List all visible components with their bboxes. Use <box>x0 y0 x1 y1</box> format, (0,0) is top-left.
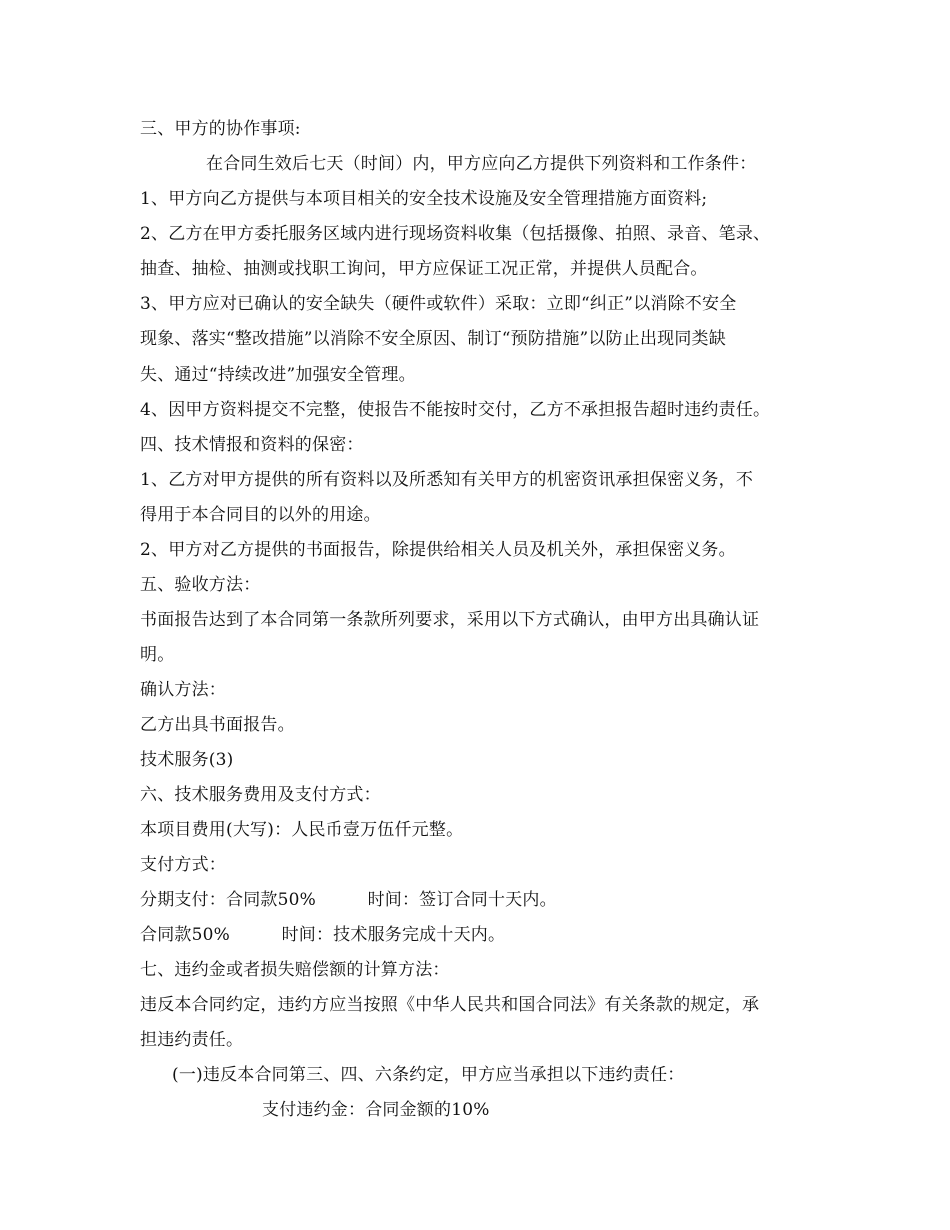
paragraph-line: (一)违反本合同第三、四、六条约定，甲方应当承担以下违约责任： <box>172 1065 685 1085</box>
paragraph-line: 抽查、抽检、抽测或找职工询问，甲方应保证工况正常，并提供人员配合。 <box>140 259 708 279</box>
paragraph-line: 失、通过“持续改进”加强安全管理。 <box>140 365 416 385</box>
paragraph-line: 支付方式： <box>140 855 226 875</box>
section-3-heading: 三、甲方的协作事项: <box>140 119 301 139</box>
paragraph-line: 乙方出具书面报告。 <box>140 715 295 735</box>
paragraph-line: 1、乙方对甲方提供的所有资料以及所悉知有关甲方的机密资讯承担保密义务，不 <box>140 470 754 490</box>
paragraph-line: 2、甲方对乙方提供的书面报告，除提供给相关人员及机关外，承担保密义务。 <box>140 540 736 560</box>
section-5-heading: 五、验收方法： <box>140 575 261 595</box>
paragraph-line: 支付违约金：合同金额的10% <box>262 1100 490 1120</box>
paragraph-line: 现象、落实“整改措施”以消除不安全原因、制订“预防措施”以防止出现同类缺 <box>140 329 726 349</box>
paragraph-line: 分期支付：合同款50% 时间：签订合同十天内。 <box>140 890 557 910</box>
paragraph-line: 确认方法： <box>140 680 226 700</box>
paragraph-line: 担违约责任。 <box>140 1030 244 1050</box>
paragraph-line: 明。 <box>140 645 175 665</box>
paragraph-line: 本项目费用(大写)：人民币壹万伍仟元整。 <box>140 820 464 840</box>
section-6-heading: 六、技术服务费用及支付方式： <box>140 785 381 805</box>
paragraph-line: 技术服务(3) <box>140 750 234 770</box>
paragraph-line: 违反本合同约定，违约方应当按照《中华人民共和国合同法》有关条款的规定，承 <box>140 995 760 1015</box>
paragraph-line: 4、因甲方资料提交不完整，使报告不能按时交付，乙方不承担报告超时违约责任。 <box>140 400 771 420</box>
paragraph-line: 3、甲方应对已确认的安全缺失（硬件或软件）采取：立即“纠正”以消除不安全 <box>140 294 737 314</box>
section-4-heading: 四、技术情报和资料的保密： <box>140 435 364 455</box>
paragraph-line: 得用于本合同目的以外的用途。 <box>140 505 381 525</box>
paragraph-line: 2、乙方在甲方委托服务区域内进行现场资料收集（包括摄像、拍照、录音、笔录、 <box>140 224 771 244</box>
paragraph-line: 合同款50% 时间：技术服务完成十天内。 <box>140 925 506 945</box>
paragraph-line: 在合同生效后七天（时间）内，甲方应向乙方提供下列资料和工作条件： <box>206 154 757 174</box>
paragraph-line: 1、甲方向乙方提供与本项目相关的安全技术设施及安全管理措施方面资料; <box>140 189 708 209</box>
paragraph-line: 书面报告达到了本合同第一条款所列要求，采用以下方式确认，由甲方出具确认证 <box>140 610 760 630</box>
section-7-heading: 七、违约金或者损失赔偿额的计算方法： <box>140 960 450 980</box>
